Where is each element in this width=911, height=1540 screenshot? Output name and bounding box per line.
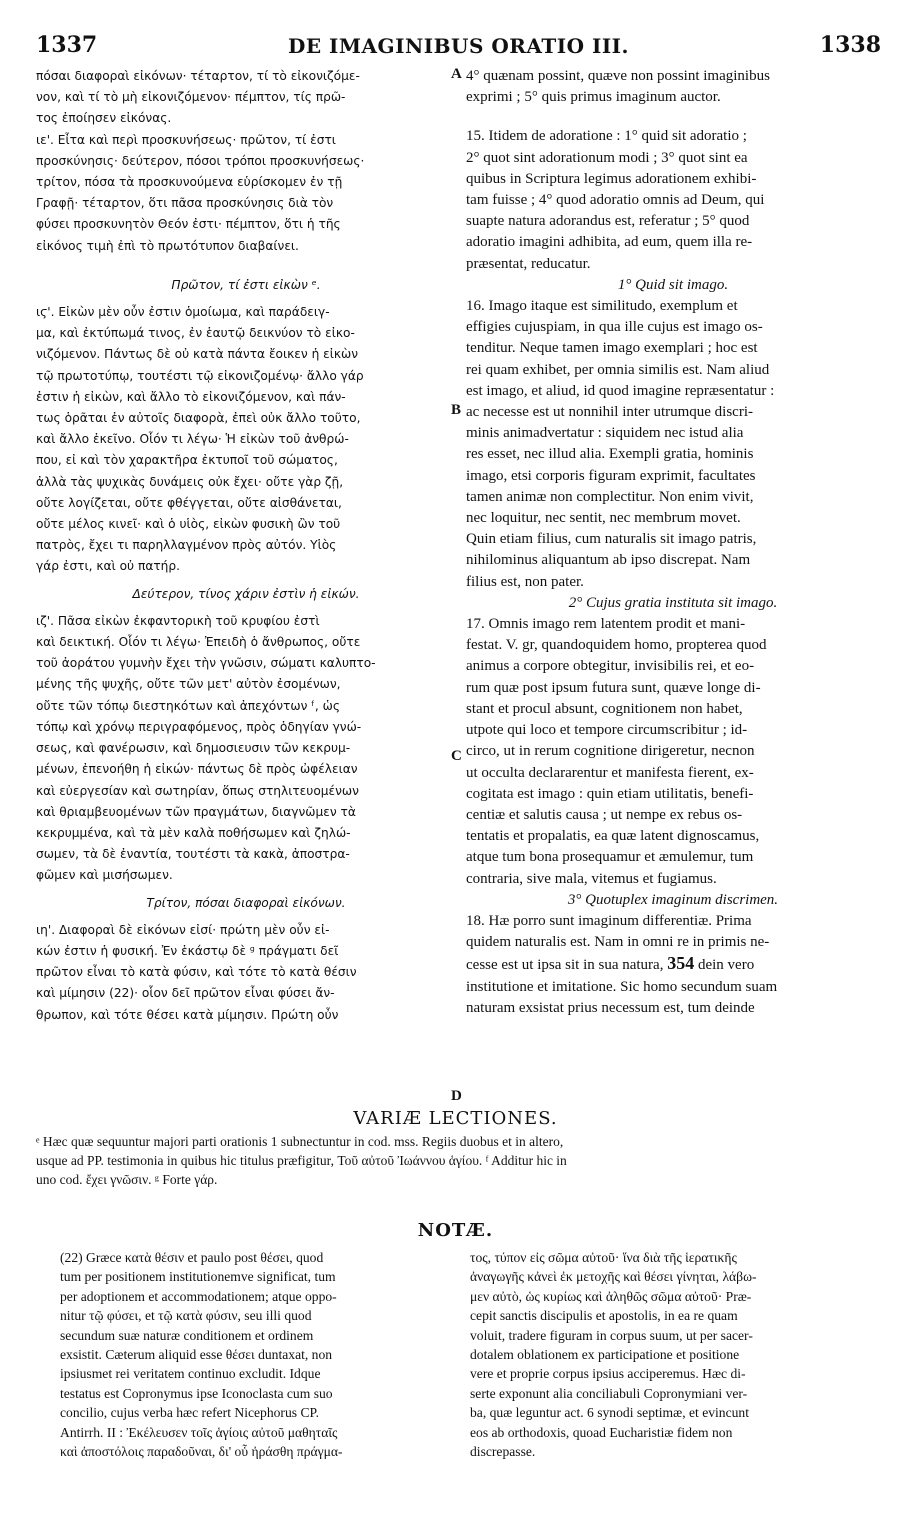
- text-line: μεν αὐτὸ, ὡς κυρίως καὶ ἀληθῶς σῶμα αὐτοῦ· Præ-: [470, 1288, 752, 1304]
- text-line: 16. Imago itaque est similitudo, exemplum et: [466, 298, 738, 315]
- text-line: κών ἐστιν ἡ φυσική. Ἐν ἑκάστῳ δὲ ᵍ πράγματι δεῖ: [36, 943, 339, 958]
- text-line: καὶ δεικτική. Οἷόν τι λέγω· Ἐπειδὴ ὁ ἄνθρωπος, οὔτε: [36, 635, 361, 650]
- text-line: circo, ut in rerum cognitione dirigeretur, necnon: [466, 743, 755, 760]
- margin-letter-a: A: [451, 66, 462, 82]
- text-line: voluit, tradere figuram in corpus suum, ut per sacer-: [470, 1327, 753, 1343]
- text-line: tentatis et propalatis, ea quæ latent dignoscamus,: [466, 828, 760, 845]
- text-line: τόπῳ καὶ χρόνῳ περιγραφόμενος, πρὸς ὁδηγίαν γνώ-: [36, 719, 362, 734]
- text-line: που, εἰ καὶ τὸν χαρακτῆρα ἐκτυποῖ τοῦ σώματος,: [36, 453, 338, 468]
- text-line: exprimi ; 5° quis primus imaginum auctor.: [466, 89, 721, 106]
- text-line: πόσαι διαφοραὶ εἰκόνων· τέταρτον, τί τὸ εἰκονιζόμε-: [36, 69, 360, 83]
- text-line: εἰκόνος τιμὴ ἐπὶ τὸ πρωτότυπον διαβαίνει.: [36, 238, 299, 253]
- text-line: usque ad PP. testimonia in quibus hic titulus præfigitur, Τοῦ αὐτοῦ Ἰωάννου ἁγίου. ᶠ Additur hic in: [36, 1153, 567, 1168]
- latin-block-4: [466, 614, 880, 890]
- margin-letter-b: B: [451, 402, 462, 418]
- running-header: [36, 32, 881, 62]
- greek-block-3: [36, 611, 456, 887]
- text-line: est imago, et aliud, id quod imagine repræsentatur :: [466, 382, 775, 399]
- text-line: πρῶτον εἶναι τὸ κατὰ φύσιν, καὶ τότε τὸ κατὰ θέσιν: [36, 965, 357, 980]
- text-line: contraria, sive mala, vitemus et fugiamus.: [466, 870, 717, 887]
- text-line: μα, καὶ ἐκτύπωμά τινος, ἐν ἑαυτῷ δεικνύον τὸ εἰκο-: [36, 326, 355, 341]
- text-line: καὶ ἄλλο ἐκεῖνο. Οἷόν τι λέγω· Ἡ εἰκὼν τοῦ ἀνθρώ-: [36, 432, 349, 447]
- text-line: σωμεν, τὰ δὲ ἐναντία, τουτέστι τὰ κακὰ, ἀποστρα-: [36, 847, 350, 862]
- text-line: uno cod. ἔχει γνῶσιν. ᵍ Forte γάρ.: [36, 1172, 218, 1187]
- text-line: τως ὁρᾶται ἐν αὐτοῖς διαφορὰ, ἐπεὶ οὐκ ἄλλο τοῦτο,: [36, 411, 361, 426]
- text-line: (22) Græce κατὰ θέσιν et paulo post θέσει, quod: [60, 1250, 324, 1265]
- text-line: ἀλλὰ τὰς ψυχικὰς δυνάμεις οὐκ ἔχει· οὔτε γὰρ ζῇ,: [36, 474, 344, 489]
- text-line: cepit sanctis discipulis et apostolis, in ea re quam: [470, 1308, 738, 1324]
- text-line: ἀναγωγῆς κἀνεὶ ἐκ μετοχῆς καὶ θέσει γίνηται, λάβω-: [470, 1269, 757, 1285]
- text-line: κεκρυμμένα, καὶ τὰ μὲν καλὰ ποθήσωμεν καὶ ζηλώ-: [36, 825, 351, 840]
- latin-block-3: [466, 296, 880, 593]
- greek-heading-2: Δεύτερον, τίνος χάριν ἐστὶν ἡ εἰκών.: [132, 586, 360, 601]
- text-line: rum quæ post ipsum futura sunt, quæve longe di-: [466, 679, 761, 696]
- text-line: θρωπον, καὶ τότε θέσει κατὰ μίμησιν. Πρώτη οὖν: [36, 1007, 339, 1022]
- latin-heading-2: 2° Cujus gratia instituta sit imago.: [568, 594, 778, 611]
- greek-heading-3: Τρίτον, πόσαι διαφοραὶ εἰκόνων.: [146, 895, 346, 910]
- latin-block-6: [466, 977, 880, 1019]
- text-line: tamen animæ non complectitur. Non enim vivit,: [466, 488, 754, 505]
- text-line: καὶ εὐεργεσίαν καὶ σωτηρίαν, ὅπως στηλιτευομένων: [36, 783, 359, 798]
- text-line: tenditur. Neque tamen imago exemplari ; hoc est: [466, 340, 758, 357]
- text-line: 18. Hæ porro sunt imaginum differentiæ. Prima: [466, 912, 752, 929]
- text-line: ιϛ'. Εἰκὼν μὲν οὖν ἐστιν ὁμοίωμα, καὶ παράδειγ-: [36, 305, 330, 320]
- greek-block-2: [36, 302, 456, 578]
- text-line: ἐστιν ἡ εἰκὼν, καὶ ἄλλο τὸ εἰκονιζόμενον, καὶ πάν-: [36, 389, 346, 404]
- text-line: Γραφῇ· τέταρτον, ὅτι πᾶσα προσκύνησις διὰ τὸν: [36, 196, 334, 211]
- latin-line-with-column-number: cesse est ut ipsa sit in sua natura, 354 dein vero: [466, 953, 755, 974]
- text-line: naturam exsistat prius necessum est, tum deinde: [466, 999, 755, 1016]
- text-line: 2° quot sint adorationum modi ; 3° quot sint ea: [466, 149, 748, 166]
- text-line: testatus est Copronymus ipse Iconoclasta cum suo: [60, 1385, 333, 1401]
- greek-block-1: [36, 66, 456, 257]
- text-line: οὔτε μέλος κινεῖ· καὶ ὁ υἱὸς, εἰκὼν φυσικὴ ὢν τοῦ: [36, 517, 341, 532]
- text-line: utpote qui loco et tempore circumscribitur ; id-: [466, 722, 748, 739]
- text-line: οὔτε τῶν τόπῳ διεστηκότων καὶ ἀπεχόντων ᶠ, ὡς: [36, 698, 340, 713]
- text-line: institutione et imitatione. Sic homo secundum suam: [466, 978, 778, 995]
- text-line: προσκύνησις· δεύτερον, πόσοι τρόποι προσκυνήσεως·: [36, 153, 365, 168]
- text-line: suapte natura adorandus est, referatur ; 5° quod: [466, 213, 750, 230]
- text-line: dotalem oblationem ex participatione et positione: [470, 1347, 740, 1363]
- text-line: ιζ'. Πᾶσα εἰκὼν ἐκφαντορικὴ τοῦ κρυφίου ἐστὶ: [36, 613, 320, 628]
- notae-left-column: [60, 1248, 450, 1461]
- greek-block-4: [36, 920, 456, 1026]
- text-line: vere et proprie corpus ipsius acciperemus. Hæc di-: [470, 1366, 746, 1382]
- latin-column: [466, 66, 880, 1019]
- text-line: φῶμεν καὶ μισήσωμεν.: [36, 868, 173, 883]
- latin-block-5: [466, 911, 880, 953]
- page-title: DE IMAGINIBUS ORATIO III.: [287, 34, 629, 58]
- variae-lectiones-title: VARIÆ LECTIONES.: [353, 1108, 558, 1129]
- text-line: φύσει προσκυνητὸν Θεόν ἐστι· πέμπτον, ὅτι ἡ τῆς: [36, 217, 341, 232]
- text-line: per adoptionem et accommodationem; atque oppo-: [60, 1288, 337, 1304]
- notae-right-column: [470, 1248, 880, 1461]
- text-line: 17. Omnis imago rem latentem prodit et mani-: [466, 616, 746, 633]
- text-line: res esset, nec illud alia. Exempli gratia, hominis: [466, 446, 754, 463]
- text-line: cogitata est imago : quin etiam utilitatis, benefi-: [466, 785, 754, 802]
- text-line: καὶ μίμησιν (22)· οἷον δεῖ πρῶτον εἶναι φύσει ἄν-: [36, 986, 335, 1001]
- text-line: ιε'. Εἶτα καὶ περὶ προσκυνήσεως· πρῶτον, τί ἐστι: [36, 132, 336, 147]
- text-line: τος ἐποίησεν εἰκόνας.: [36, 111, 172, 126]
- text-line: stant et procul absunt, cognitionem non habet,: [466, 700, 743, 717]
- text-line: τρίτον, πόσα τὰ προσκυνούμενα εὑρίσκομεν ἐν τῇ: [36, 175, 343, 190]
- text-line: ᵉ Hæc quæ sequuntur majori parti orationis 1 subnectuntur in cod. mss. Regiis duobus et in altero,: [36, 1134, 564, 1149]
- text-line: πατρὸς, ἔχει τι παρηλλαγμένον πρὸς αὐτόν. Υἱὸς: [36, 538, 337, 553]
- text-line: concilio, cujus verba hæc refert Nicephorus CP.: [60, 1405, 319, 1421]
- text-line: σεως, καὶ φανέρωσιν, καὶ δημοσιευσιν τῶν κεκρυμ-: [36, 741, 351, 756]
- text-line: festat. V. gr, quandoquidem homo, propterea quod: [466, 637, 767, 654]
- text-line: Quin etiam filius, cum naturalis sit imago patris,: [466, 531, 757, 548]
- text-line: secundum suæ naturæ conditionem et ordinem: [60, 1327, 314, 1343]
- text-line: tum per positionem institutionemve significat, tum: [60, 1269, 336, 1285]
- text-line: τοῦ ἀοράτου γυμνὴν ἔχει τὴν γνῶσιν, σώματι καλυπτο-: [36, 656, 376, 671]
- text-line: serte exponunt alia conciliabuli Copronymiani ver-: [470, 1385, 748, 1401]
- text-line: καὶ ἀποστόλοις παραδοῦναι, δι' οὗ ἠράσθη πράγμα-: [60, 1444, 343, 1460]
- text-line: νιζόμενον. Πάντως δὲ οὐ κατὰ πάντα ἔοικεν ἡ εἰκὼν: [36, 347, 359, 362]
- text-line: minis animadvertatur : siquidem nec istud alia: [466, 425, 744, 442]
- text-line: filius est, non pater.: [466, 573, 584, 590]
- text-line: discrepasse.: [470, 1444, 536, 1460]
- notae-title: NOTÆ.: [417, 1220, 494, 1241]
- text-line: ac necesse est ut nonnihil inter utrumque discri-: [466, 404, 753, 421]
- text-line: animus a corpore obtegitur, invisibilis rei, et eo-: [466, 658, 755, 675]
- text-line: exsistit. Cæterum aliquid esse θέσει duntaxat, non: [60, 1347, 333, 1363]
- text-line: nitur τῷ φύσει, et τῷ κατὰ φύσιν, seu illi quod: [60, 1308, 312, 1324]
- text-line: Antirrh. II : Ἐκέλευσεν τοῖς ἁγίοις αὐτοῦ μαθηταῖς: [60, 1424, 338, 1440]
- text-line: ba, quæ leguntur act. 6 synodi septimæ, et evincunt: [470, 1405, 750, 1421]
- text-line: ιη'. Διαφοραὶ δὲ εἰκόνων εἰσί· πρώτη μὲν οὖν εἰ-: [36, 922, 330, 937]
- text-line: τῷ πρωτοτύπῳ, τουτέστι τῷ εἰκονιζομένῳ· ἄλλο γάρ: [36, 368, 364, 383]
- variae-lectiones-text: [36, 1132, 876, 1189]
- greek-heading-1: Πρῶτον, τί ἐστι εἰκὼν ᵉ.: [171, 277, 321, 292]
- text-line: μένης τῆς ψυχῆς, οὔτε τῶν μετ' αὐτὸν ἐσομένων,: [36, 677, 341, 692]
- margin-letter-d: D: [451, 1088, 462, 1104]
- text-line: centiæ et salutis causa ; ut nempe ex rebus os-: [466, 806, 743, 823]
- text-line: ut occulta declararentur et manifesta fierent, ex-: [466, 764, 754, 781]
- text-line: νον, καὶ τί τὸ μὴ εἰκονιζόμενον· πέμπτον, τίς πρῶ-: [36, 90, 346, 105]
- text-line: eos ab orthodoxis, quoad Eucharistiæ fidem non: [470, 1424, 733, 1440]
- text-line: quibus in Scriptura legimus adorationem exhibi-: [466, 170, 757, 187]
- text-line: tam fuisse ; 4° quod adoratio omnis ad Deum, qui: [466, 192, 765, 209]
- text-line: μένων, ἐπενοήθη ἡ εἰκών· πάντως δὲ πρὸς ὠφέλειαν: [36, 762, 358, 777]
- text-line: τος, τύπον εἰς σῶμα αὐτοῦ· ἵνα διὰ τῆς ἱερατικῆς: [470, 1250, 737, 1265]
- page-number-right: 1338: [819, 32, 881, 58]
- latin-heading-3: 3° Quotuplex imaginum discrimen.: [567, 891, 779, 908]
- text-line: οὔτε λογίζεται, οὔτε φθέγγεται, οὔτε αἰσθάνεται,: [36, 495, 342, 510]
- text-line: adoratio imagini adhibita, ad eum, quem illa re-: [466, 234, 753, 251]
- text-line: 4° quænam possint, quæve non possint imaginibus: [466, 68, 770, 84]
- greek-column: [36, 66, 456, 1026]
- page-number-left: 1337: [36, 32, 98, 58]
- text-line: 15. Itidem de adoratione : 1° quid sit adoratio ;: [466, 128, 747, 145]
- text-line: γάρ ἐστι, καὶ οὐ πατήρ.: [36, 559, 181, 574]
- latin-block-2: [466, 126, 880, 274]
- text-line: nihilominus aliquantum ab ipso discrepat. Nam: [466, 552, 751, 569]
- margin-letter-c: C: [451, 748, 462, 764]
- text-line: nec loquitur, nec sentit, nec membrum movet.: [466, 510, 741, 527]
- text-line: imago, etsi corporis figuram exprimit, facultates: [466, 467, 756, 484]
- text-line: præsentat, reducatur.: [466, 255, 591, 272]
- text-line: rei quam exhibet, per omnia similis est. Nam aliud: [466, 361, 770, 378]
- text-line: ipsiusmet rei veritatem continuo excludit. Idque: [60, 1366, 321, 1382]
- text-line: quidem naturalis est. Nam in omni re in primis ne-: [466, 934, 770, 951]
- text-line: καὶ θριαμβευομένων τῶν πραγμάτων, διαγνῶμεν τὰ: [36, 804, 356, 819]
- latin-heading-1: 1° Quid sit imago.: [617, 276, 729, 293]
- column-number: 354: [667, 953, 695, 974]
- latin-block-1: [466, 66, 880, 108]
- text-line: effigies cujuspiam, in qua ille cujus est imago os-: [466, 319, 763, 336]
- text-line: atque tum bona prosequamur et æmulemur, tum: [466, 849, 754, 866]
